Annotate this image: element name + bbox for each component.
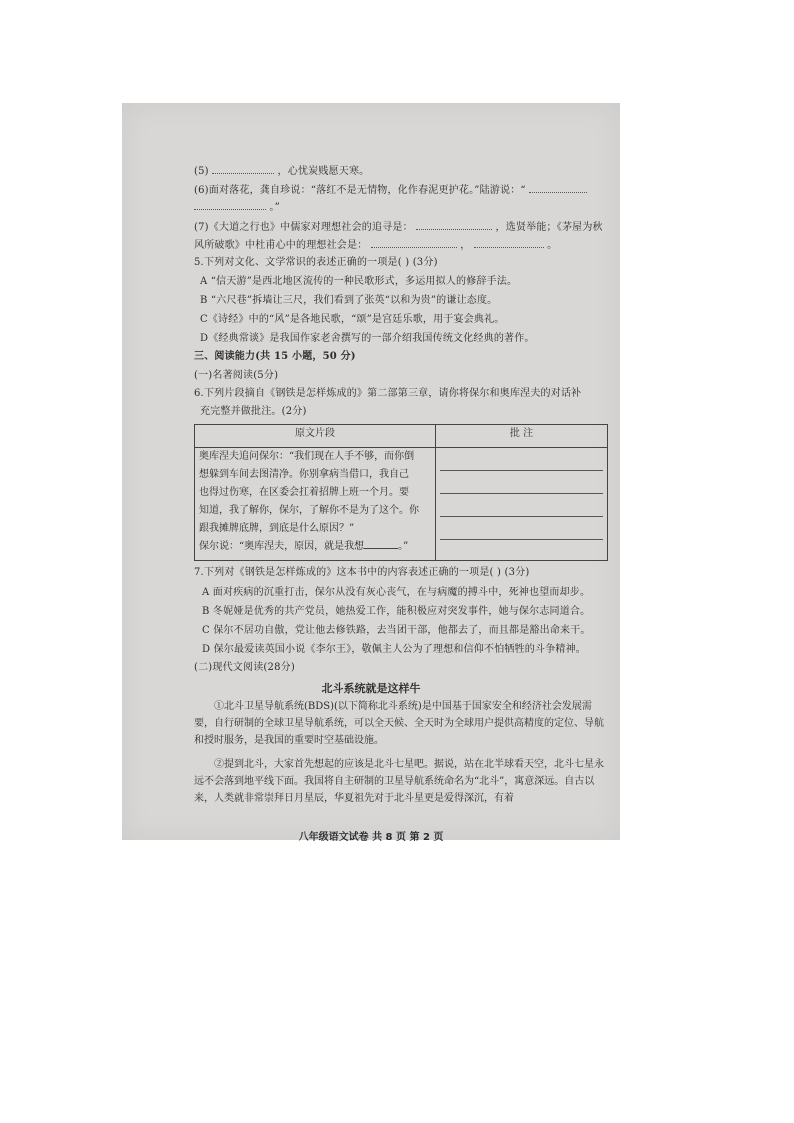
subsection-1-title: (一)名著阅读(5分) (194, 370, 279, 381)
answer-blank[interactable] (364, 538, 398, 549)
page-footer: 八年级语文试卷 共 8 页 第 2 页 (298, 832, 444, 843)
q7-stem: 7.下列对《钢铁是怎样炼成的》这本书中的内容表述正确的一项是( ) (3分) (194, 567, 530, 578)
q5-option-c[interactable]: C《诗经》中的“风”是各地民歌，“颂”是宫廷乐歌，用于宴会典礼。 (200, 314, 505, 325)
q5-option-a[interactable]: A “信天游”是西北地区流传的一种民歌形式，多运用拟人的修辞手法。 (200, 276, 518, 287)
answer-blank[interactable] (194, 199, 266, 210)
note-line[interactable] (440, 494, 603, 517)
note-line[interactable] (440, 517, 603, 540)
q5-option-d[interactable]: D《经典常谈》是我国作家老舍撰写的一部介绍我国传统文化经典的著作。 (200, 333, 535, 344)
q4-line-7: (7)《大道之行也》中儒家对理想社会的追寻是： ，选贤举能；《茅屋为秋 (194, 219, 603, 235)
section-3-title: 三、阅读能力(共 15 小题，50 分) (194, 351, 356, 362)
answer-blank[interactable] (212, 163, 274, 174)
article-paragraph-1: ①北斗卫星导航系统(BDS)(以下简称北斗系统)是中国基于国家安全和经济社会发展需要，自行研制的全球卫星导航系统，可以全天候、全天时为全球用户提供高精度的定位、导航和授时服务，是我国的重要时空基础设施。 (194, 701, 604, 746)
q6-stem-cont: 充完整并做批注。(2分) (200, 406, 307, 417)
exam-paper (122, 103, 620, 843)
note-cell[interactable] (436, 448, 608, 561)
subsection-2-title: (二)现代文阅读(28分) (194, 662, 295, 673)
q7-option-a[interactable]: A 面对疾病的沉重打击，保尔从没有灰心丧气，在与病魔的搏斗中，死神也望而却步。 (202, 587, 591, 598)
q4-line-6-cont: 。” (194, 199, 280, 215)
q5-stem: 5.下列对文化、文学常识的表述正确的一项是( ) (3分) (194, 257, 438, 268)
table-header-note: 批 注 (436, 425, 608, 448)
answer-blank[interactable] (529, 182, 587, 193)
answer-blank[interactable] (371, 237, 457, 248)
q5-option-b[interactable]: B “六尺巷”拆墙让三尺，我们看到了张英“以和为贵”的谦让态度。 (200, 295, 498, 306)
q4-line-6: (6)面对落花，龚自珍说：“落红不是无情物，化作春泥更护花。”陆游说：“ (194, 182, 587, 198)
note-line[interactable] (440, 448, 603, 471)
q7-option-d[interactable]: D 保尔最爱读英国小说《李尔王》，敬佩主人公为了理想和信仰不怕牺牲的斗争精神。 (202, 644, 586, 655)
q7-option-b[interactable]: B 冬妮娅是优秀的共产党员，她热爱工作，能积极应对突发事件，她与保尔志同道合。 (202, 606, 591, 617)
answer-blank[interactable] (474, 237, 544, 248)
article-paragraph-2: ②提到北斗，大家首先想起的应该是北斗七星吧。据说，站在北半球看天空，北斗七星永远不会落到地平线下面。我国将自主研制的卫星导航系统命名为“北斗”，寓意深远。自古以来，人类就非常崇拜日月星辰，华夏祖先对于北斗星更是爱得深沉，有着 (194, 759, 604, 804)
table-header-source: 原文片段 (195, 425, 436, 448)
q6-table (194, 424, 608, 561)
q4-line-5: (5) ，心忧炭贱愿天寒。 (194, 163, 369, 179)
answer-blank[interactable] (416, 219, 492, 230)
q7-option-c[interactable]: C 保尔不居功自傲，党让他去修铁路，去当团干部，他都去了，而且都是豁出命来干。 (202, 625, 591, 636)
q4-line-7-cont: 风所破歌》中杜甫心中的理想社会是： ， 。 (194, 237, 557, 253)
q6-stem: 6.下列片段摘自《钢铁是怎样炼成的》第二部第三章，请你将保尔和奥库涅夫的对话补 (194, 388, 582, 399)
article-title: 北斗系统就是这样牛 (321, 682, 421, 695)
note-line[interactable] (440, 471, 603, 494)
source-text-cell: 奥库涅夫追问保尔：“我们现在人手不够，而你倒 想躲到车间去图清净。你别拿病当借口，我自己 也得过伤寒，在区委会扛着招牌上班一个月。要 知道，我了解你，保尔，了解你不是为了这个。你 跟我摊牌底牌，到底是什么原因？” 保尔说：“奥库涅夫，原因，就是我想 。” (195, 448, 436, 561)
